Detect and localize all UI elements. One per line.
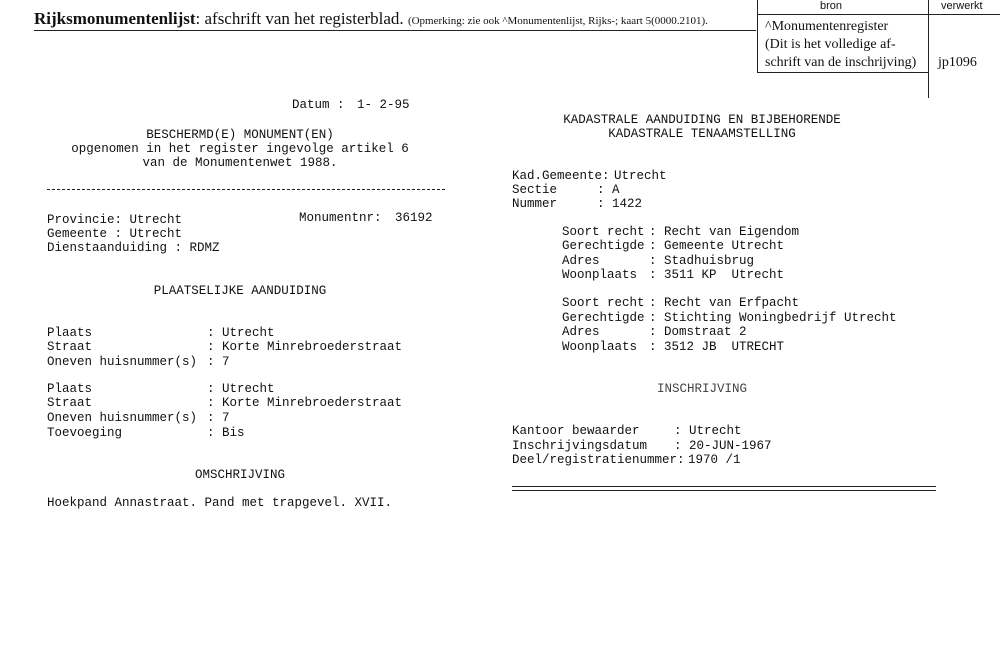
omschrijving-heading: OMSCHRIJVING — [194, 468, 285, 482]
address-value: : Utrecht — [207, 326, 275, 340]
register-line: schrift van de inschrijving) — [765, 55, 917, 70]
monumentnr-label: Monumentnr: — [299, 211, 382, 225]
datum-value: 1- 2-95 — [357, 98, 410, 112]
recht-value: : Gemeente Utrecht — [649, 239, 785, 253]
recht-value: : Stadhuisbrug — [649, 254, 755, 268]
register-code: jp1096 — [938, 55, 977, 70]
recht-label: Adres — [562, 325, 600, 339]
kad-value: : 1422 — [597, 197, 643, 211]
page-title — [34, 9, 708, 29]
monumentnr-value: 36192 — [395, 211, 433, 225]
header-rule — [34, 30, 756, 31]
recht-label: Soort recht — [562, 225, 645, 239]
address-label: Plaats — [47, 382, 93, 396]
closing-rule-1 — [512, 486, 936, 487]
inschrijving-value: : Utrecht — [674, 424, 742, 438]
inschrijving-value: 1970 /1 — [688, 453, 741, 467]
inschrijving-label: Deel/registratienummer: — [512, 453, 685, 467]
register-line: (Dit is het volledige af- — [765, 37, 896, 52]
address-label: Toevoeging — [47, 426, 123, 440]
inschrijving-label: Kantoor bewaarder — [512, 424, 640, 438]
address-label: Straat — [47, 396, 93, 410]
address-value: : Bis — [207, 426, 245, 440]
address-value: : Utrecht — [207, 382, 275, 396]
recht-label: Gerechtigde — [562, 239, 645, 253]
heading-line: van de Monumentenwet 1988. — [142, 156, 338, 170]
kad-label: Kad.Gemeente: — [512, 169, 610, 183]
kad-label: Nummer — [512, 197, 558, 211]
inschrijving-heading: INSCHRIJVING — [656, 382, 747, 396]
kadastrale-heading-line: KADASTRALE AANDUIDING EN BIJBEHORENDE — [563, 113, 841, 127]
recht-value: : 3512 JB UTRECHT — [649, 340, 785, 354]
monument-heading — [40, 128, 440, 170]
plaatselijke-heading: PLAATSELIJKE AANDUIDING — [153, 284, 327, 298]
dashed-separator — [47, 189, 445, 190]
inschrijving-value: : 20-JUN-1967 — [674, 439, 772, 453]
heading-line: opgenomen in het register ingevolge artikel 6 — [71, 142, 409, 156]
recht-label: Soort recht — [562, 296, 645, 310]
title-rest: : afschrift van het registerblad. — [195, 9, 404, 28]
omschrijving-text: Hoekpand Annastraat. Pand met trapgevel. XVII. — [47, 496, 393, 510]
kad-value: : A — [597, 183, 620, 197]
kadastrale-heading — [512, 113, 892, 141]
address-label: Oneven huisnummer(s) — [47, 355, 198, 369]
address-label: Plaats — [47, 326, 93, 340]
recht-value: : Recht van Eigendom — [649, 225, 800, 239]
datum-label: Datum : — [292, 98, 345, 112]
bron-label: bron — [820, 0, 843, 12]
address-value: : Korte Minrebroederstraat — [207, 396, 403, 410]
address-value: : 7 — [207, 411, 230, 425]
header-note: (Opmerking: zie ook ^Monumentenlijst, Rijks-; kaart 5(0000.2101). — [407, 15, 708, 27]
address-value: : Korte Minrebroederstraat — [207, 340, 403, 354]
register-line: ^Monumentenregister — [765, 19, 889, 34]
recht-label: Woonplaats — [562, 268, 638, 282]
recht-value: : Recht van Erfpacht — [649, 296, 800, 310]
inschrijving-label: Inschrijvingsdatum — [512, 439, 648, 453]
box-rule-bottom — [757, 72, 928, 73]
heading-line: BESCHERMD(E) MONUMENT(EN) — [146, 128, 334, 142]
register-reference — [765, 18, 916, 72]
gemeente: Gemeente : Utrecht — [47, 227, 183, 241]
closing-rule-2 — [512, 490, 936, 491]
verwerkt-label: verwerkt — [941, 0, 983, 12]
recht-value: : Domstraat 2 — [649, 325, 747, 339]
recht-label: Gerechtigde — [562, 311, 645, 325]
kad-label: Sectie — [512, 183, 558, 197]
dienstaanduiding: Dienstaanduiding : RDMZ — [47, 241, 220, 255]
kadastrale-heading-line: KADASTRALE TENAAMSTELLING — [608, 127, 796, 141]
recht-label: Woonplaats — [562, 340, 638, 354]
provincie: Provincie: Utrecht — [47, 213, 183, 227]
title-bold: Rijksmonumentenlijst — [34, 9, 196, 28]
kad-value: Utrecht — [614, 169, 667, 183]
box-rule-top — [757, 14, 1000, 15]
address-value: : 7 — [207, 355, 230, 369]
address-label: Oneven huisnummer(s) — [47, 411, 198, 425]
recht-value: : Stichting Woningbedrijf Utrecht — [649, 311, 897, 325]
box-divider-left — [757, 0, 758, 72]
address-label: Straat — [47, 340, 93, 354]
recht-label: Adres — [562, 254, 600, 268]
recht-value: : 3511 KP Utrecht — [649, 268, 785, 282]
